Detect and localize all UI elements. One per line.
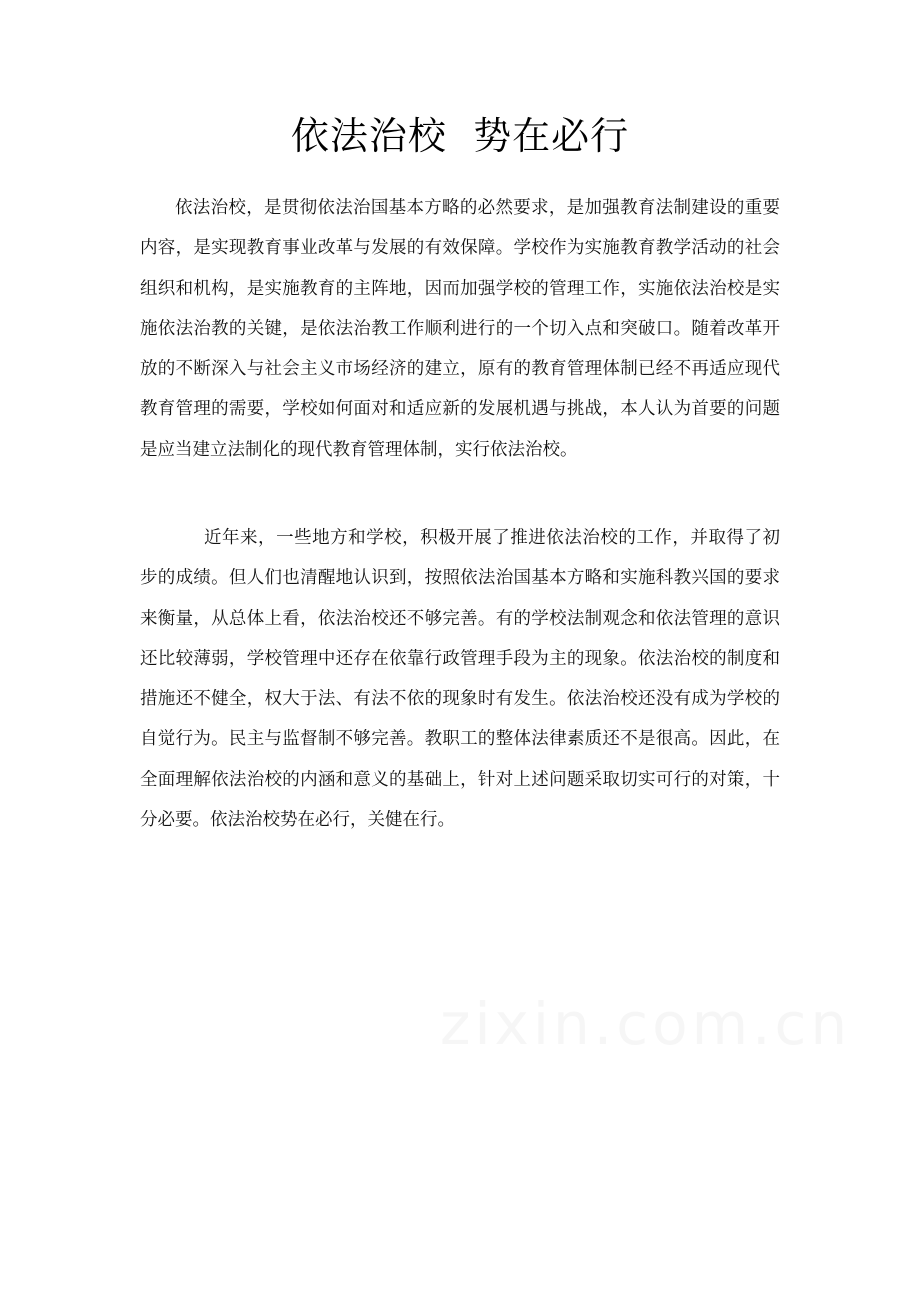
document-title: 依法治校 势在必行 [290,114,630,158]
watermark: zixin.com.cn [440,990,852,1058]
paragraph-1: 依法治校，是贯彻依法治国基本方略的必然要求，是加强教育法制建设的重要内容，是实现教育事业改革与发展的有效保障。学校作为实施教育教学活动的社会组织和机构，是实施教育的主阵地，因而加强学校的管理工作，实施依法治校是实施依法治教的关键，是依法治教工作顺利进行的一个切入点和突破口。随着改革开放的不断深入与社会主义市场经济的建立，原有的教育管理体制已经不再适应现代教育管理的需要，学校如何面对和适应新的发展机遇与挑战，本人认为首要的问题是应当建立法制化的现代教育管理体制，实行依法治校。 [140,198,780,460]
paragraph-2: 近年来，一些地方和学校，积极开展了推进依法治校的工作，并取得了初步的成绩。但人们也清醒地认识到，按照依法治国基本方略和实施科教兴国的要求来衡量，从总体上看，依法治校还不够完善。有的学校法制观念和依法管理的意识还比较薄弱，学校管理中还存在依靠行政管理手段为主的现象。依法治校的制度和措施还不健全，权大于法、有法不依的现象时有发生。依法治校还没有成为学校的自觉行为。民主与监督制不够完善。教职工的整体法律素质还不是很高。因此，在全面理解依法治校的内涵和意义的基础上，针对上述问题采取切实可行的对策，十分必要。依法治校势在必行，关健在行。 [140,528,780,831]
